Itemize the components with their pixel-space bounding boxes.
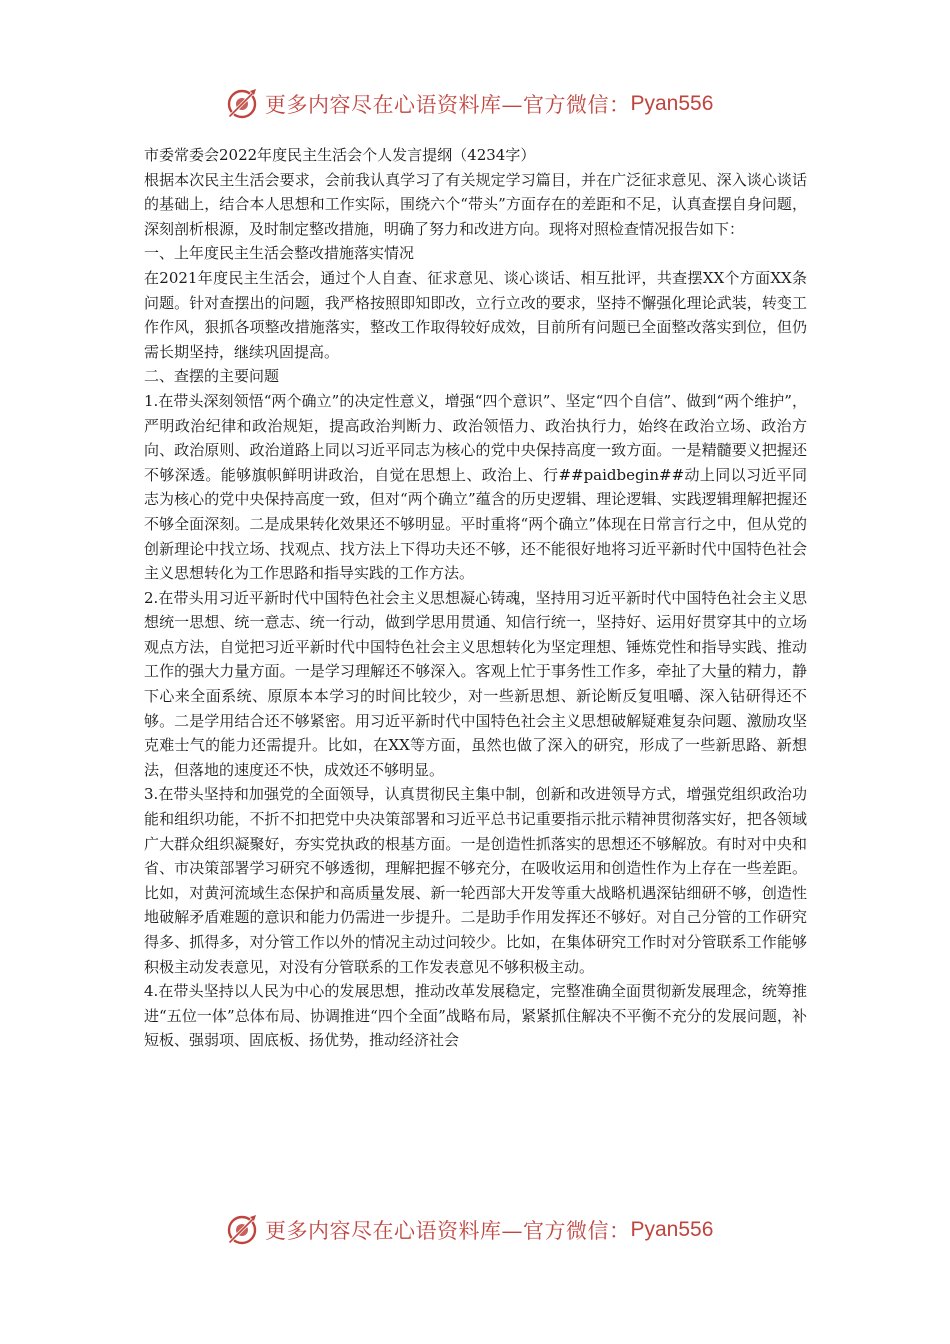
problem-item-2: 2.在带头用习近平新时代中国特色社会主义思想凝心铸魂，坚持用习近平新时代中国特色社会主义思想统一思想、统一意志、统一行动，做到学思用贯通、知信行统一，坚持好、运用好贯穿其中的立场观点方法，自觉把习近平新时代中国特色社会主义思想转化为坚定理想、锤炼党性和指导实践、推动工作的强大力量方面。一是学习理解还不够深入。客观上忙于事务性工作多，牵扯了大量的精力，静下心来全面系统、原原本本学习的时间比较少，对一些新思想、新论断反复咀嚼、深入钻研得还不够。二是学用结合还不够紧密。用习近平新时代中国特色社会主义思想破解疑难复杂问题、激励攻坚克难士气的能力还需提升。比如，在XX等方面，虽然也做了深入的研究，形成了一些新思路、新想法，但落地的速度还不快，成效还不够明显。: [144, 588, 807, 779]
banner-wechat-id: Pyan556: [630, 92, 714, 115]
section-paragraph: 在2021年度民主生活会，通过个人自查、征求意见、谈心谈话、相互批评，共查摆XX个方面XX条问题。针对查摆出的问题，我严格按照即知即改，立行立改的要求，坚持不懈强化理论武装，转变工作作风，狠抓各项整改措施落实，整改工作取得较好成效，目前所有问题已全面整改落实到位，但仍需长期坚持，继续巩固提高。: [144, 268, 807, 361]
section-heading: 二、查摆的主要问题: [144, 367, 280, 386]
section-heading: 一、上年度民主生活会整改措施落实情况: [144, 244, 415, 263]
problem-item-1: 1.在带头深刻领悟“两个确立”的决定性意义，增强“四个意识”、坚定“四个自信”、做到“两个维护”，严明政治纪律和政治规矩，提高政治判断力、政治领悟力、政治执行力，始终在政治立场、政治方向、政治原则、政治道路上同以习近平同志为核心的党中央保持高度一致方面。一是精髓要义把握还不够深透。能够旗帜鲜明讲政治，自觉在思想上、政治上、行##paidbegin##动上同以习近平同志为核心的党中央保持高度一致，但对“两个确立”蕴含的历史逻辑、理论逻辑、实践逻辑理解把握还不够全面深刻。二是成果转化效果还不够明显。平时重将“两个确立”体现在日常言行之中，但从党的创新理论中找立场、找观点、找方法上下得功夫还不够，还不能很好地将习近平新时代中国特色社会主义思想转化为工作思路和指导实践的工作方法。: [144, 391, 807, 583]
brand-logo-icon: [225, 1213, 259, 1247]
header-watermark-banner: [225, 84, 713, 124]
problem-item-4: 4.在带头坚持以人民为中心的发展思想，推动改革发展稳定，完整准确全面贯彻新发展理念，统筹推进“五位一体”总体布局、协调推进“四个全面”战略布局，紧紧抓住解决不平衡不充分的发展问题，补短板、强弱项、固底板、扬优势，推动经济社会: [144, 982, 807, 1050]
problem-item-3: 3.在带头坚持和加强党的全面领导，认真贯彻民主集中制，创新和改进领导方式，增强党组织政治功能和组织功能，不折不扣把党中央决策部署和习近平总书记重要指示批示精神贯彻落实好，把各领域广大群众组织凝聚好，夯实党执政的根基方面。一是创造性抓落实的思想还不够解放。有时对中央和省、市决策部署学习研究不够透彻，理解把握不够充分，在吸收运用和创造性作为上存在一些差距。比如，对黄河流域生态保护和高质量发展、新一轮西部大开发等重大战略机遇深钻细研不够，创造性地破解矛盾难题的意识和能力仍需进一步提升。二是助手作用发挥还不够好。对自己分管的工作研究得多、抓得多，对分管工作以外的情况主动过问较少。比如，在集体研究工作时对分管联系工作能够积极主动发表意见，对没有分管联系的工作发表意见不够积极主动。: [144, 785, 807, 976]
brand-logo-icon: [225, 87, 259, 121]
banner-wechat-id: Pyan556: [630, 1218, 714, 1241]
banner-text: 更多内容尽在心语资料库—官方微信：: [265, 1219, 631, 1243]
intro-paragraph: 根据本次民主生活会要求，会前我认真学习了有关规定学习篇目，并在广泛征求意见、深入谈心谈话的基础上，结合本人思想和工作实际，围绕六个“带头”方面存在的差距和不足，认真查摆自身问题，深刻剖析根源，及时制定整改措施，明确了努力和改进方向。现将对照检查情况报告如下：: [144, 170, 807, 238]
document-body: [144, 143, 807, 1053]
footer-watermark-banner: [225, 1210, 713, 1250]
document-title: 市委常委会2022年度民主生活会个人发言提纲（4234字）: [144, 146, 536, 164]
banner-text: 更多内容尽在心语资料库—官方微信：: [265, 93, 631, 117]
